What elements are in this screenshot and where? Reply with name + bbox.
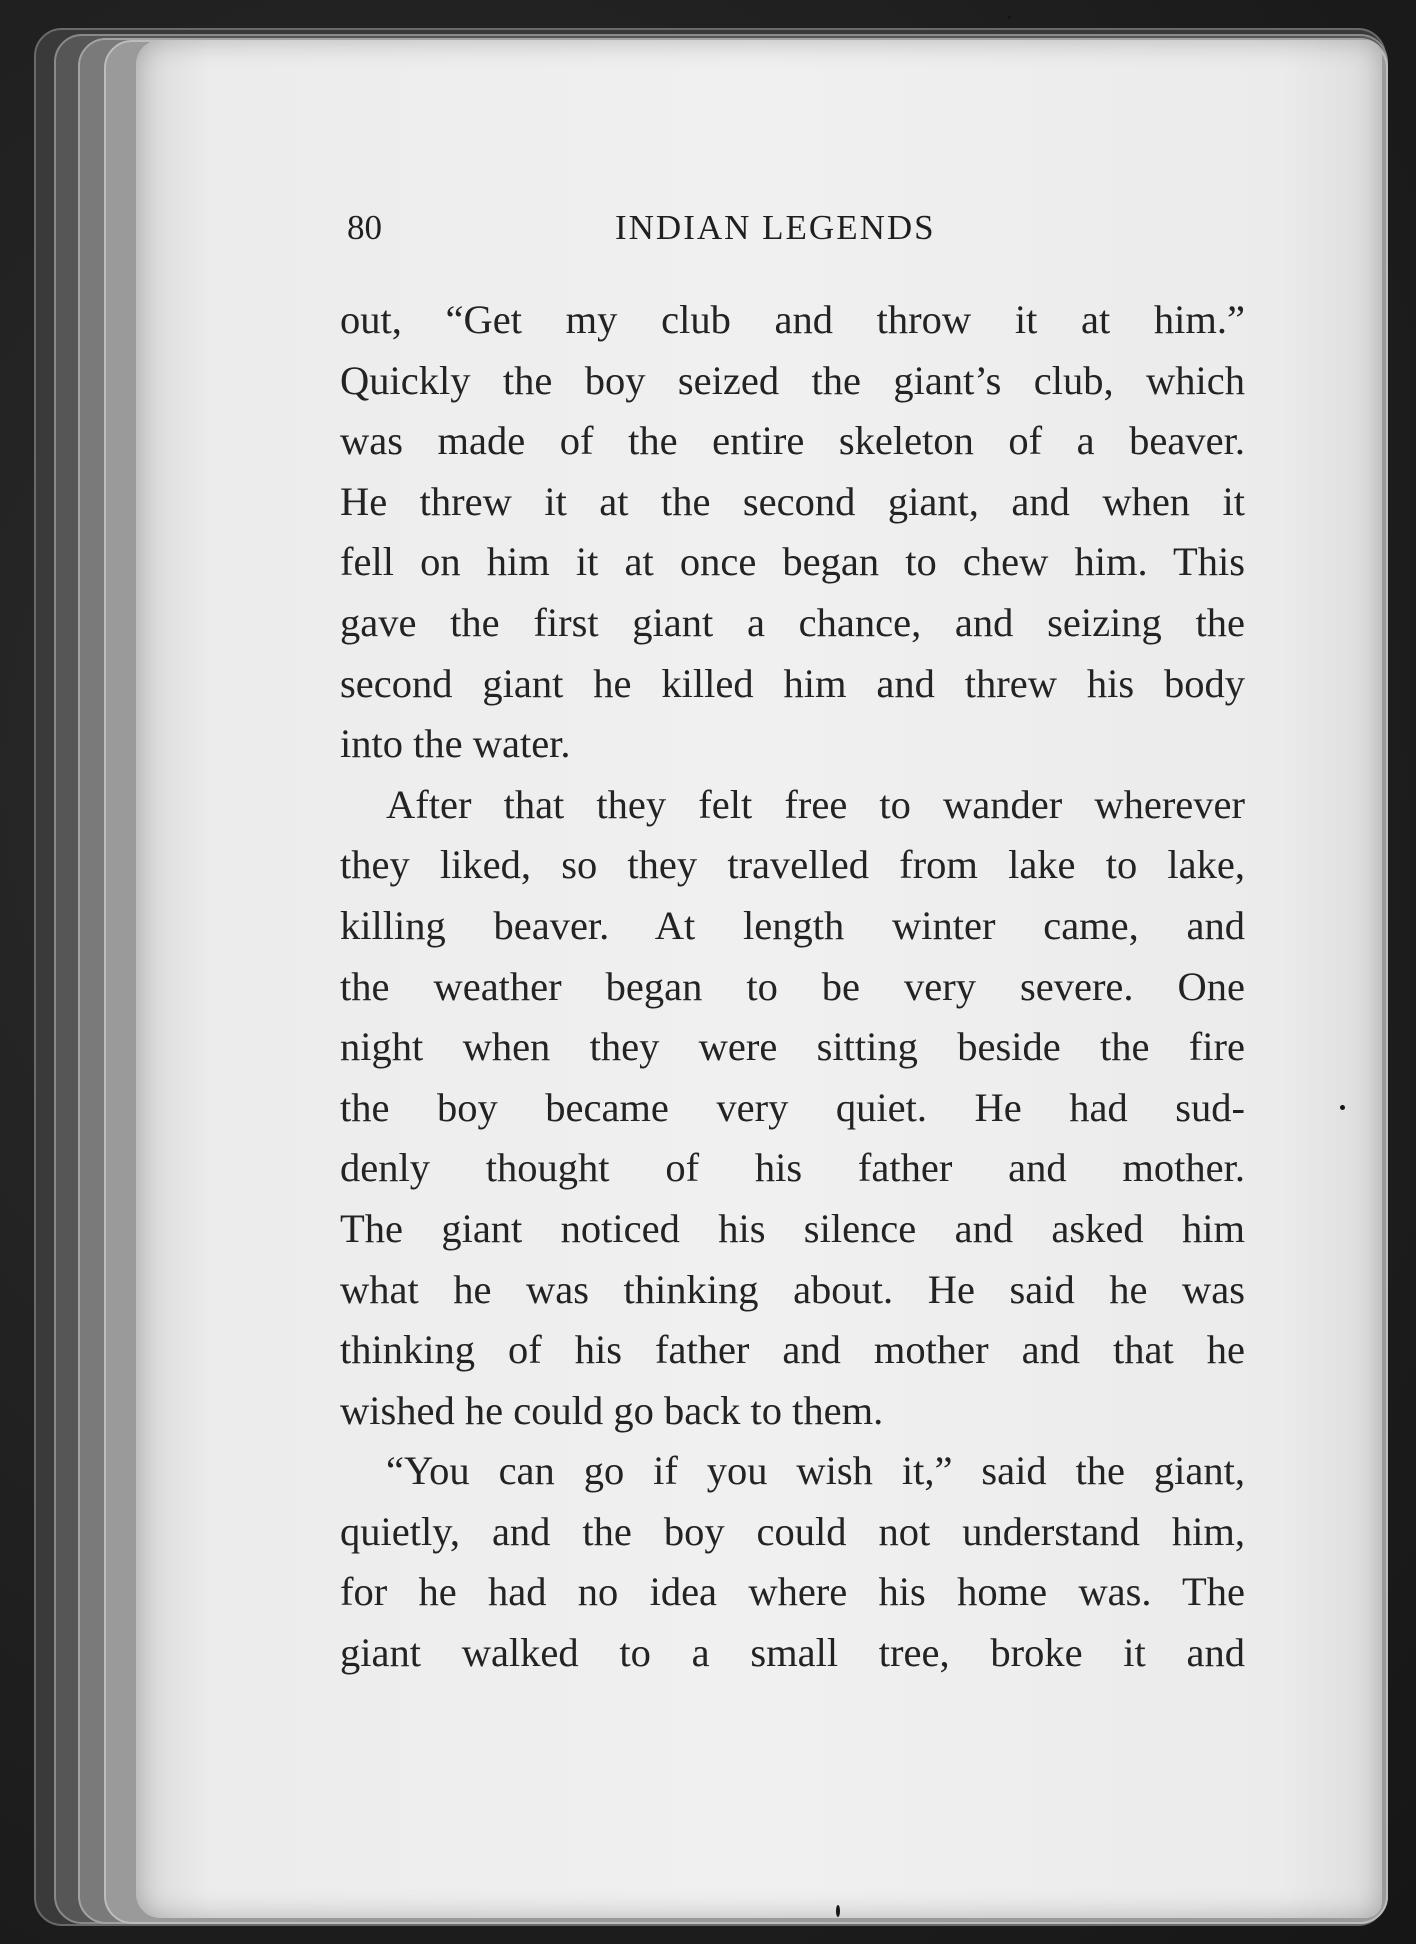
text-line: night when they were sitting beside the fire — [340, 1024, 1245, 1070]
text-line: out, “Get my club and throw it at him.” — [340, 297, 1245, 342]
text-line: was made of the entire skeleton of a beaver. — [340, 418, 1245, 464]
text-line: fell on him it at once began to chew him. This — [340, 539, 1245, 585]
text-line: wished he could go back to them. — [340, 1387, 884, 1433]
text-line: killing beaver. At length winter came, and — [340, 902, 1245, 948]
text-line: the boy became very quiet. He had sud- — [340, 1084, 1245, 1130]
text-line: He threw it at the second giant, and when it — [340, 478, 1245, 524]
text-line: gave the first giant a chance, and seizing the — [340, 599, 1245, 645]
text-line: for he had no idea where his home was. The — [340, 1569, 1245, 1615]
text-line: the weather began to be very severe. One — [340, 963, 1245, 1009]
page-number: 80 — [347, 208, 382, 247]
text-line: thinking of his father and mother and that he — [340, 1327, 1245, 1373]
dust-speck — [1340, 1105, 1345, 1110]
text-line: The giant noticed his silence and asked him — [340, 1205, 1245, 1251]
text-line: Quickly the boy seized the giant’s club, which — [340, 357, 1245, 403]
running-title: INDIAN LEGENDS — [615, 208, 936, 247]
text-line: what he was thinking about. He said he was — [340, 1266, 1245, 1312]
text-line: giant walked to a small tree, broke it and — [340, 1630, 1245, 1676]
dust-speck — [836, 1905, 840, 1917]
body-text — [340, 290, 1245, 1684]
text-line: into the water. — [340, 721, 571, 767]
text-line: second giant he killed him and threw his body — [340, 660, 1245, 706]
dust-speck — [1008, 16, 1011, 19]
text-line: quietly, and the boy could not understand him, — [340, 1508, 1245, 1554]
text-line: “You can go if you wish it,” said the giant, — [386, 1448, 1245, 1494]
text-line: they liked, so they travelled from lake to lake, — [340, 842, 1245, 888]
text-line: denly thought of his father and mother. — [340, 1145, 1245, 1191]
text-line: After that they felt free to wander wherever — [386, 781, 1245, 827]
page-header — [347, 208, 1247, 258]
